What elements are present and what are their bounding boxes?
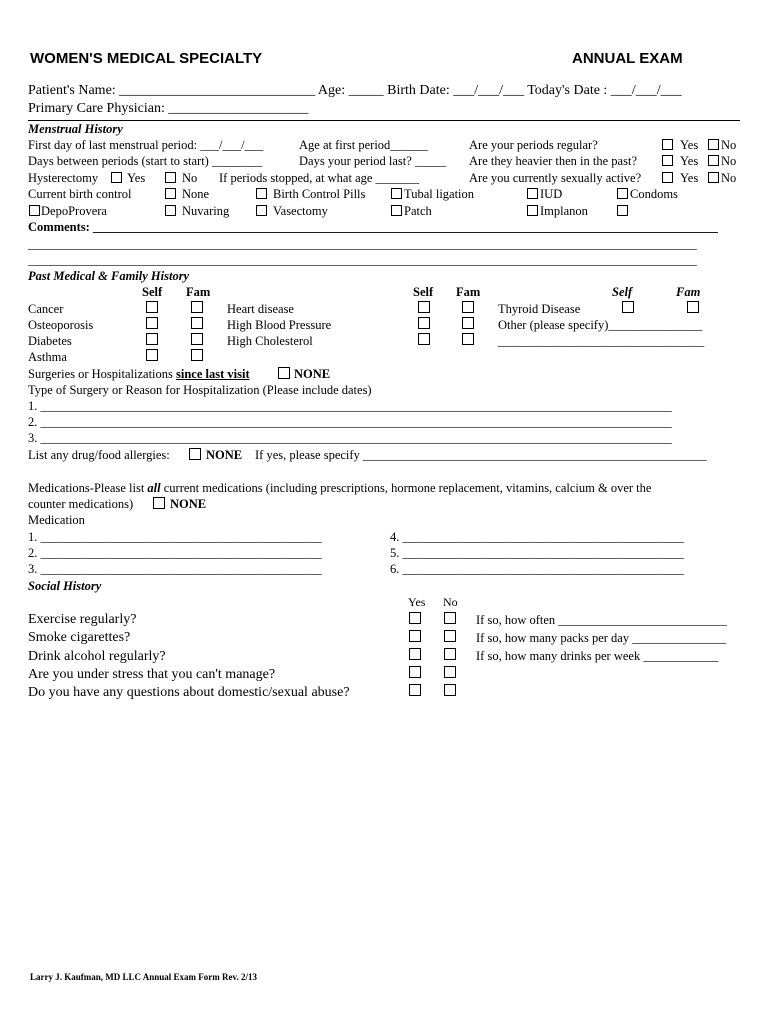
thyroid-label: Thyroid Disease: [498, 302, 581, 316]
surgery-line-3[interactable]: 3. _____________________________________________________________________________________________________: [28, 432, 672, 445]
abuse-yes-checkbox[interactable]: [409, 684, 421, 696]
heart-fam-checkbox[interactable]: [462, 301, 474, 313]
days-last-field[interactable]: Days your period last? _____: [299, 154, 447, 168]
social-history-heading: Social History: [28, 579, 102, 593]
alcohol-yes-checkbox[interactable]: [409, 648, 421, 660]
stress-no-checkbox[interactable]: [444, 666, 456, 678]
allergies-none-checkbox[interactable]: [189, 448, 201, 460]
hysterectomy-no-checkbox[interactable]: [165, 172, 176, 183]
birth-control-label: Current birth control: [28, 187, 132, 201]
yes-column-header: Yes: [408, 595, 426, 609]
exercise-question: Exercise regularly?: [28, 612, 137, 627]
bc-pills-checkbox[interactable]: [256, 188, 267, 199]
bc-depo-label: DepoProvera: [41, 204, 107, 218]
fam-column-header: Fam: [676, 285, 701, 299]
menstrual-heading: Menstrual History: [28, 122, 123, 136]
comments-label: Comments: ____________________________________________________________________________________________________: [28, 221, 718, 234]
smoke-no-checkbox[interactable]: [444, 630, 456, 642]
periods-stopped-field[interactable]: If periods stopped, at what age _______: [219, 171, 420, 185]
diabetes-self-checkbox[interactable]: [146, 333, 158, 345]
bc-none-label: None: [182, 187, 210, 201]
medications-intro: [28, 482, 651, 495]
allergies-specify-field[interactable]: If yes, please specify _______________________________________________________: [255, 449, 707, 462]
yes-label: Yes: [127, 171, 146, 185]
medications-intro-text: Medications-Please list: [28, 481, 148, 495]
self-column-header: Self: [142, 285, 163, 299]
alcohol-question: Drink alcohol regularly?: [28, 649, 166, 664]
bc-tubal-label: Tubal ligation: [404, 187, 475, 201]
hysterectomy-yes-checkbox[interactable]: [111, 172, 122, 183]
since-last-visit: since last visit: [176, 367, 250, 381]
thyroid-self-checkbox[interactable]: [622, 301, 634, 313]
cholesterol-label: High Cholesterol: [227, 334, 313, 348]
yes-label: Yes: [680, 154, 699, 168]
cancer-fam-checkbox[interactable]: [191, 301, 203, 313]
medication-line-4[interactable]: 4. _____________________________________________: [390, 531, 684, 544]
hbp-label: High Blood Pressure: [227, 318, 332, 332]
no-label: No: [721, 138, 737, 152]
asthma-self-checkbox[interactable]: [146, 349, 158, 361]
thyroid-fam-checkbox[interactable]: [687, 301, 699, 313]
surgery-type-label: Type of Surgery or Reason for Hospitalization (Please include dates): [28, 383, 372, 397]
fam-column-header: Fam: [186, 285, 211, 299]
sexually-active-question: Are you currently sexually active?: [469, 171, 642, 185]
exam-title: ANNUAL EXAM: [572, 50, 683, 67]
past-history-heading: Past Medical & Family History: [28, 269, 190, 283]
osteoporosis-fam-checkbox[interactable]: [191, 317, 203, 329]
active-yes-checkbox[interactable]: [662, 172, 673, 183]
exercise-no-checkbox[interactable]: [444, 612, 456, 624]
bc-patch-checkbox[interactable]: [391, 205, 402, 216]
medication-line-5[interactable]: 5. _____________________________________________: [390, 547, 684, 560]
bc-implanon-label: Implanon: [540, 204, 588, 218]
yes-label: Yes: [680, 138, 699, 152]
diabetes-fam-checkbox[interactable]: [191, 333, 203, 345]
none-label: NONE: [206, 448, 243, 462]
asthma-label: Asthma: [28, 350, 67, 364]
osteoporosis-label: Osteoporosis: [28, 318, 94, 332]
medication-line-1[interactable]: 1. _____________________________________________: [28, 531, 322, 544]
surgery-line-1[interactable]: 1. _____________________________________________________________________________________________________: [28, 400, 672, 413]
footer-text: Larry J. Kaufman, MD LLC Annual Exam Form Rev. 2/13: [30, 972, 258, 982]
heart-label: Heart disease: [227, 302, 294, 316]
chol-fam-checkbox[interactable]: [462, 333, 474, 345]
medication-line-6[interactable]: 6. _____________________________________________: [390, 563, 684, 576]
surgeries-none-checkbox[interactable]: [278, 367, 290, 379]
bc-nuvaring-label: Nuvaring: [182, 204, 230, 218]
bc-iud-checkbox[interactable]: [527, 188, 538, 199]
bc-depo-checkbox[interactable]: [29, 205, 40, 216]
osteoporosis-self-checkbox[interactable]: [146, 317, 158, 329]
patient-info-line[interactable]: Patient's Name: ____________________________ Age: _____ Birth Date: ___/___/___ Today's Date : ___/___/___: [28, 83, 682, 98]
smoke-question: Smoke cigarettes?: [28, 630, 131, 645]
age-first-period-field[interactable]: Age at first period______: [299, 138, 428, 152]
hysterectomy-label: Hysterectomy: [28, 171, 99, 185]
allergies-label: List any drug/food allergies:: [28, 448, 170, 462]
bc-iud-label: IUD: [540, 187, 563, 201]
stress-yes-checkbox[interactable]: [409, 666, 421, 678]
self-column-header: Self: [413, 285, 434, 299]
no-label: No: [721, 171, 737, 185]
heavier-question: Are they heavier then in the past?: [469, 154, 637, 168]
bc-tubal-checkbox[interactable]: [391, 188, 402, 199]
abuse-no-checkbox[interactable]: [444, 684, 456, 696]
bc-pills-label: Birth Control Pills: [273, 187, 366, 201]
drinks-per-week-field[interactable]: If so, how many drinks per week ____________: [476, 650, 719, 663]
bc-vasectomy-checkbox[interactable]: [256, 205, 267, 216]
exercise-frequency-field[interactable]: If so, how often ___________________________: [476, 614, 728, 627]
bc-condoms-checkbox[interactable]: [617, 188, 628, 199]
surgeries-label: Surgeries or Hospitalizations: [28, 367, 177, 381]
periods-regular-question: Are your periods regular?: [469, 138, 598, 152]
no-label: No: [721, 154, 737, 168]
bc-vasectomy-label: Vasectomy: [273, 204, 328, 218]
asthma-fam-checkbox[interactable]: [191, 349, 203, 361]
no-label: No: [182, 171, 198, 185]
medications-all-emphasis: all: [147, 481, 161, 495]
bc-nuvaring-checkbox[interactable]: [165, 205, 176, 216]
exercise-yes-checkbox[interactable]: [409, 612, 421, 624]
physician-line[interactable]: Primary Care Physician: ____________________: [28, 101, 309, 116]
surgery-line-2[interactable]: 2. _____________________________________________________________________________________________________: [28, 416, 672, 429]
abuse-question: Do you have any questions about domestic/sexual abuse?: [28, 685, 350, 700]
bc-patch-label: Patch: [404, 204, 432, 218]
no-column-header: No: [443, 595, 458, 609]
cancer-label: Cancer: [28, 302, 64, 316]
other-line[interactable]: _________________________________: [498, 334, 705, 348]
days-between-field[interactable]: Days between periods (start to start) ________: [28, 154, 262, 168]
packs-per-day-field[interactable]: If so, how many packs per day _______________: [476, 632, 726, 645]
chol-self-checkbox[interactable]: [418, 333, 430, 345]
bc-other-checkbox[interactable]: [617, 205, 628, 216]
stress-question: Are you under stress that you can't manage?: [28, 667, 276, 682]
comment-line[interactable]: ___________________________________________________________________________________________________________: [28, 254, 697, 267]
regular-no-checkbox[interactable]: [708, 139, 719, 150]
fam-column-header: Fam: [456, 285, 481, 299]
diabetes-label: Diabetes: [28, 334, 72, 348]
none-label: NONE: [170, 497, 207, 511]
hbp-self-checkbox[interactable]: [418, 317, 430, 329]
form-title: WOMEN'S MEDICAL SPECIALTY: [30, 50, 263, 67]
medications-intro-text: current medications (including prescriptions, hormone replacement, vitamins, calcium & over the: [160, 481, 652, 495]
medication-label: Medication: [28, 513, 85, 527]
counter-medications-label: counter medications): [28, 497, 134, 511]
alcohol-no-checkbox[interactable]: [444, 648, 456, 660]
none-label: NONE: [294, 367, 331, 381]
medications-none-checkbox[interactable]: [153, 497, 165, 509]
regular-yes-checkbox[interactable]: [662, 139, 673, 150]
comment-line[interactable]: ___________________________________________________________________________________________________________: [28, 238, 697, 251]
heavier-yes-checkbox[interactable]: [662, 155, 673, 166]
divider: [28, 120, 740, 121]
heart-self-checkbox[interactable]: [418, 301, 430, 313]
comments-field[interactable]: [28, 221, 740, 234]
self-column-header: Self: [612, 285, 633, 299]
hbp-fam-checkbox[interactable]: [462, 317, 474, 329]
cancer-self-checkbox[interactable]: [146, 301, 158, 313]
bc-none-checkbox[interactable]: [165, 188, 176, 199]
medication-line-2[interactable]: 2. _____________________________________________: [28, 547, 322, 560]
surgeries-line: [28, 368, 250, 381]
smoke-yes-checkbox[interactable]: [409, 630, 421, 642]
bc-implanon-checkbox[interactable]: [527, 205, 538, 216]
medication-line-3[interactable]: 3. _____________________________________________: [28, 563, 322, 576]
other-specify-field[interactable]: Other (please specify)_______________: [498, 318, 703, 332]
heavier-no-checkbox[interactable]: [708, 155, 719, 166]
bc-condoms-label: Condoms: [630, 187, 678, 201]
yes-label: Yes: [680, 171, 699, 185]
first-day-field[interactable]: First day of last menstrual period: ___/___/___: [28, 138, 264, 152]
active-no-checkbox[interactable]: [708, 172, 719, 183]
